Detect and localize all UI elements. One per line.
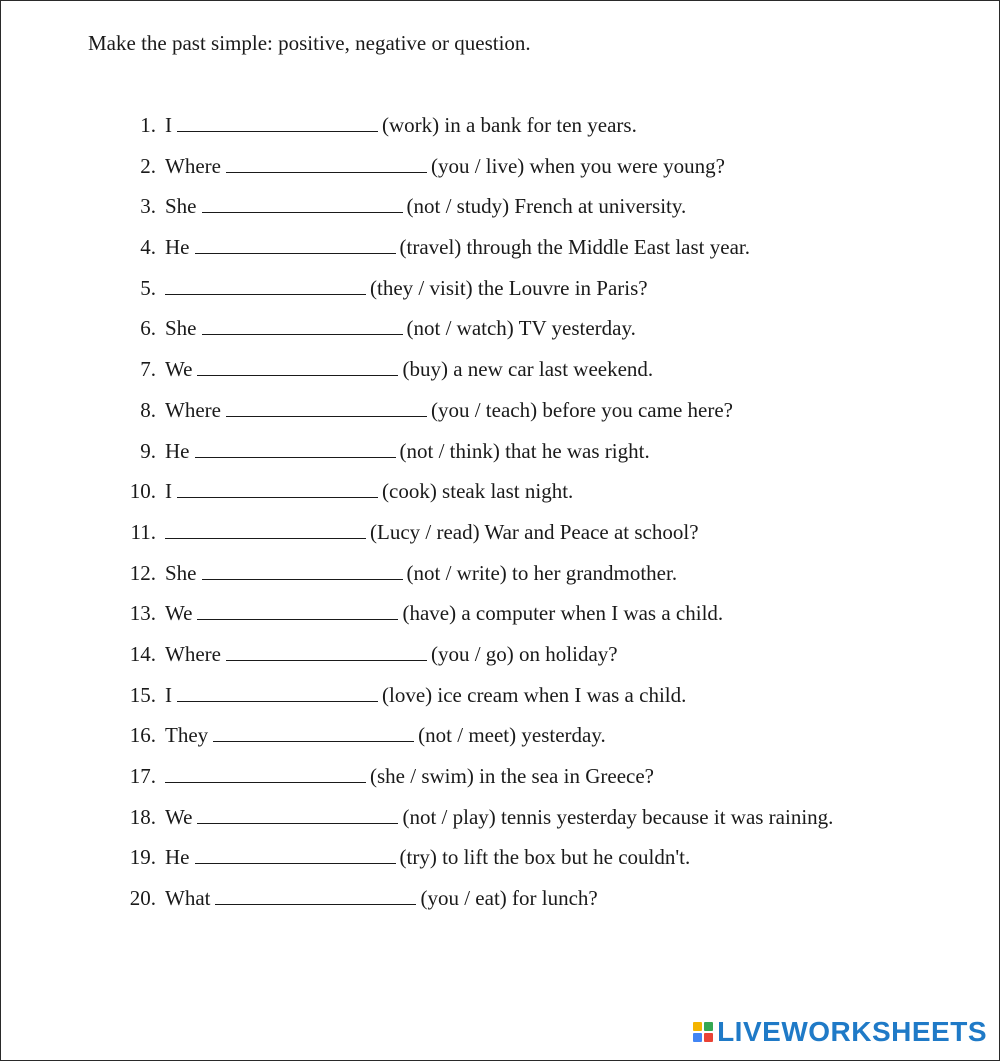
sentence-subject: He [165,235,190,260]
exercise-item [1,762,1000,803]
liveworksheets-branding [693,1016,987,1048]
exercise-item [1,477,1000,518]
exercise-item [1,559,1000,600]
liveworksheets-logo-text: LIVEWORKSHEETS [717,1016,987,1047]
answer-blank[interactable] [165,520,366,539]
sentence-subject: I [165,479,172,504]
sentence-subject: I [165,682,172,707]
sentence-prompt: (you / eat) for lunch? [420,886,598,911]
answer-blank[interactable] [202,194,403,213]
sentence-subject: We [165,804,193,829]
exercise-item [1,599,1000,640]
sentence-prompt: (you / live) when you were young? [430,153,725,178]
exercise-item [1,396,1000,437]
item-number: 17. [129,764,156,788]
item-sentence [165,721,606,749]
item-sentence [165,762,654,790]
answer-blank[interactable] [197,357,398,376]
sentence-subject: Where [165,153,221,178]
item-sentence [165,396,733,424]
logo-square [704,1033,713,1042]
answer-blank[interactable] [177,113,378,132]
exercise-item [1,884,1000,925]
item-number: 15. [129,682,156,707]
exercise-item [1,721,1000,762]
sentence-prompt: (try) to lift the box but he couldn't. [399,845,691,870]
item-number: 6. [140,316,156,341]
item-sentence [165,355,653,383]
instructions-heading: Make the past simple: positive, negative or question. [88,31,531,55]
sentence-prompt: (travel) through the Middle East last year. [399,235,750,260]
sentence-prompt: (buy) a new car last weekend. [402,357,654,382]
item-number: 9. [140,438,156,463]
sentence-subject: She [165,194,197,219]
sentence-subject: He [165,438,190,463]
sentence-prompt: (not / study) French at university. [406,194,687,219]
sentence-prompt: (not / think) that he was right. [399,438,650,463]
sentence-prompt: (not / play) tennis yesterday because it was raining. [402,804,834,829]
item-number: 16. [129,723,156,748]
exercise-list [1,111,1000,925]
logo-square [693,1022,702,1031]
item-sentence [165,274,648,302]
sentence-prompt: (have) a computer when I was a child. [402,601,724,626]
exercise-item [1,314,1000,355]
sentence-prompt: (not / write) to her grandmother. [406,560,678,585]
item-sentence [165,518,699,546]
exercise-item [1,355,1000,396]
exercise-item [1,437,1000,478]
answer-blank[interactable] [177,683,378,702]
exercise-item [1,274,1000,315]
item-sentence [165,111,637,139]
item-number: 11. [130,519,156,544]
sentence-subject: I [165,113,172,137]
exercise-item [1,640,1000,681]
answer-blank[interactable] [226,398,427,417]
exercise-item [1,192,1000,233]
item-sentence [165,314,636,342]
liveworksheets-logo-icon [693,1022,713,1042]
item-number: 19. [129,845,156,870]
exercise-item [1,233,1000,274]
sentence-prompt: (not / watch) TV yesterday. [406,316,636,341]
item-number: 4. [140,235,156,260]
sentence-subject: They [165,723,209,748]
answer-blank[interactable] [195,235,396,254]
sentence-subject: We [165,601,193,626]
sentence-subject: What [165,886,211,911]
answer-blank[interactable] [202,561,403,580]
sentence-subject: She [165,316,197,341]
item-sentence [165,803,833,831]
sentence-subject: Where [165,641,221,666]
item-number: 7. [140,357,156,382]
item-sentence [165,233,750,261]
sentence-prompt: (you / teach) before you came here? [430,397,733,422]
item-sentence [165,843,690,871]
sentence-prompt: (not / meet) yesterday. [418,723,606,748]
answer-blank[interactable] [197,601,398,620]
answer-blank[interactable] [165,764,366,783]
item-number: 20. [129,886,156,911]
sentence-prompt: (they / visit) the Louvre in Paris? [370,275,648,300]
answer-blank[interactable] [195,845,396,864]
item-number: 8. [140,397,156,422]
item-number: 1. [140,113,156,137]
sentence-subject: Where [165,397,221,422]
item-number: 2. [140,153,156,178]
exercise-item [1,111,1000,152]
logo-square [693,1033,702,1042]
item-sentence [165,477,573,505]
exercise-item [1,803,1000,844]
item-number: 3. [140,194,156,219]
answer-blank[interactable] [177,479,378,498]
answer-blank[interactable] [226,154,427,173]
item-sentence [165,152,725,180]
sentence-prompt: (love) ice cream when I was a child. [382,682,687,707]
answer-blank[interactable] [213,723,414,742]
exercise-item [1,152,1000,193]
sentence-subject: She [165,560,197,585]
item-number: 18. [129,804,156,829]
item-number: 5. [140,275,156,300]
answer-blank[interactable] [202,316,403,335]
item-sentence [165,559,677,587]
answer-blank[interactable] [165,276,366,295]
answer-blank[interactable] [226,642,427,661]
item-sentence [165,640,618,668]
sentence-prompt: (Lucy / read) War and Peace at school? [370,519,699,544]
item-number: 10. [129,479,156,504]
item-sentence [165,884,598,912]
item-number: 13. [129,601,156,626]
item-number: 14. [129,641,156,666]
item-sentence [165,681,686,709]
item-sentence [165,192,686,220]
answer-blank[interactable] [195,439,396,458]
sentence-subject: He [165,845,190,870]
sentence-prompt: (cook) steak last night. [382,479,574,504]
sentence-subject: We [165,357,193,382]
logo-square [704,1022,713,1031]
sentence-prompt: (work) in a bank for ten years. [382,113,637,137]
item-sentence [165,437,650,465]
exercise-item [1,518,1000,559]
exercise-item [1,681,1000,722]
exercise-item [1,843,1000,884]
sentence-prompt: (you / go) on holiday? [430,641,618,666]
answer-blank[interactable] [197,805,398,824]
item-sentence [165,599,723,627]
item-number: 12. [129,560,156,585]
sentence-prompt: (she / swim) in the sea in Greece? [370,764,654,788]
answer-blank[interactable] [215,886,416,905]
